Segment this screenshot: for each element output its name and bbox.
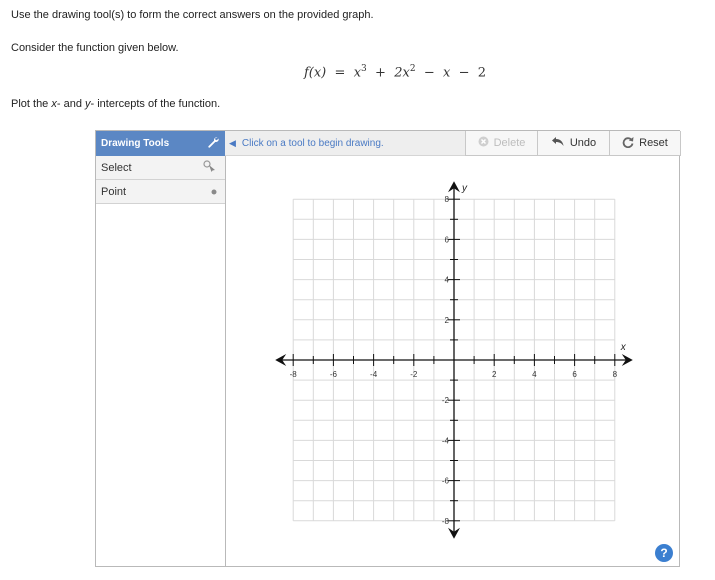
delete-label: Delete <box>493 137 526 149</box>
y-tick-label: 6 <box>444 235 449 245</box>
x-tick-label: -8 <box>289 370 297 379</box>
reset-icon <box>622 136 634 151</box>
formula-exp-1: 3 <box>361 64 367 74</box>
drawing-tools-panel <box>96 131 226 566</box>
reset-button[interactable] <box>609 131 681 156</box>
formula-term-3: x <box>442 65 451 81</box>
tool-select[interactable] <box>96 156 225 180</box>
formula-term-2: 2x <box>394 65 410 81</box>
x-tick-label: -4 <box>370 370 378 379</box>
tool-select-label: Select <box>101 161 132 174</box>
undo-icon <box>551 136 565 150</box>
hint-text: Click on a tool to begin drawing. <box>241 137 384 149</box>
instruction-3-x: x <box>51 98 57 110</box>
wrench-icon[interactable] <box>207 136 219 151</box>
formula-term-4: 2 <box>477 65 487 81</box>
drawing-tools-title: Drawing Tools <box>101 138 170 149</box>
instruction-3-mid: - and <box>56 98 85 110</box>
toolbar-hint <box>225 131 465 156</box>
x-tick-label: -6 <box>329 370 337 379</box>
function-formula <box>0 64 715 80</box>
y-tick-label: 8 <box>444 195 449 205</box>
x-tick-label: 6 <box>572 370 577 379</box>
axes <box>275 181 633 539</box>
y-tick-label: 4 <box>444 275 449 285</box>
help-button[interactable]: ? <box>655 544 673 562</box>
y-tick-label: -8 <box>441 516 449 526</box>
drawing-tools-header <box>96 131 225 156</box>
y-tick-label: -2 <box>441 396 449 406</box>
y-tick-label: -4 <box>441 436 449 446</box>
formula-term-1: x <box>353 65 362 81</box>
coordinate-grid[interactable] <box>225 156 679 566</box>
instruction-line-3 <box>11 98 220 110</box>
formula-minus-2: − <box>458 65 470 81</box>
formula-exp-2: 2 <box>409 64 416 74</box>
x-tick-label: 2 <box>491 370 497 379</box>
collapse-arrow-icon[interactable]: ◀ <box>229 137 236 148</box>
undo-label: Undo <box>569 137 597 149</box>
x-axis-label: x <box>620 342 626 353</box>
formula-equals: = <box>334 65 346 81</box>
tool-point-label: Point <box>101 185 127 198</box>
instruction-line-2: Consider the function given below. <box>11 42 179 54</box>
delete-icon <box>478 136 489 150</box>
x-tick-label: 8 <box>612 370 618 379</box>
y-tick-label: -6 <box>441 476 449 486</box>
graph-toolbar <box>225 131 679 156</box>
x-tick-label: -2 <box>410 370 418 379</box>
tool-point[interactable] <box>96 180 225 204</box>
formula-lhs: f(x) <box>303 65 327 81</box>
delete-button[interactable] <box>465 131 538 156</box>
y-tick-label: 2 <box>444 315 449 325</box>
dot-icon <box>211 186 217 198</box>
x-tick-label: 4 <box>532 370 537 379</box>
instruction-3-y: y <box>85 98 91 110</box>
instruction-3-prefix: Plot the <box>11 98 52 110</box>
formula-plus: + <box>375 65 386 81</box>
instruction-3-suffix: - intercepts of the function. <box>90 98 221 110</box>
reset-label: Reset <box>639 137 668 149</box>
instruction-line-1: Use the drawing tool(s) to form the correct answers on the provided graph. <box>11 9 374 21</box>
undo-button[interactable] <box>537 131 610 156</box>
pointer-icon <box>203 160 217 175</box>
y-axis-label: y <box>462 183 467 195</box>
formula-minus-1: − <box>423 65 435 81</box>
